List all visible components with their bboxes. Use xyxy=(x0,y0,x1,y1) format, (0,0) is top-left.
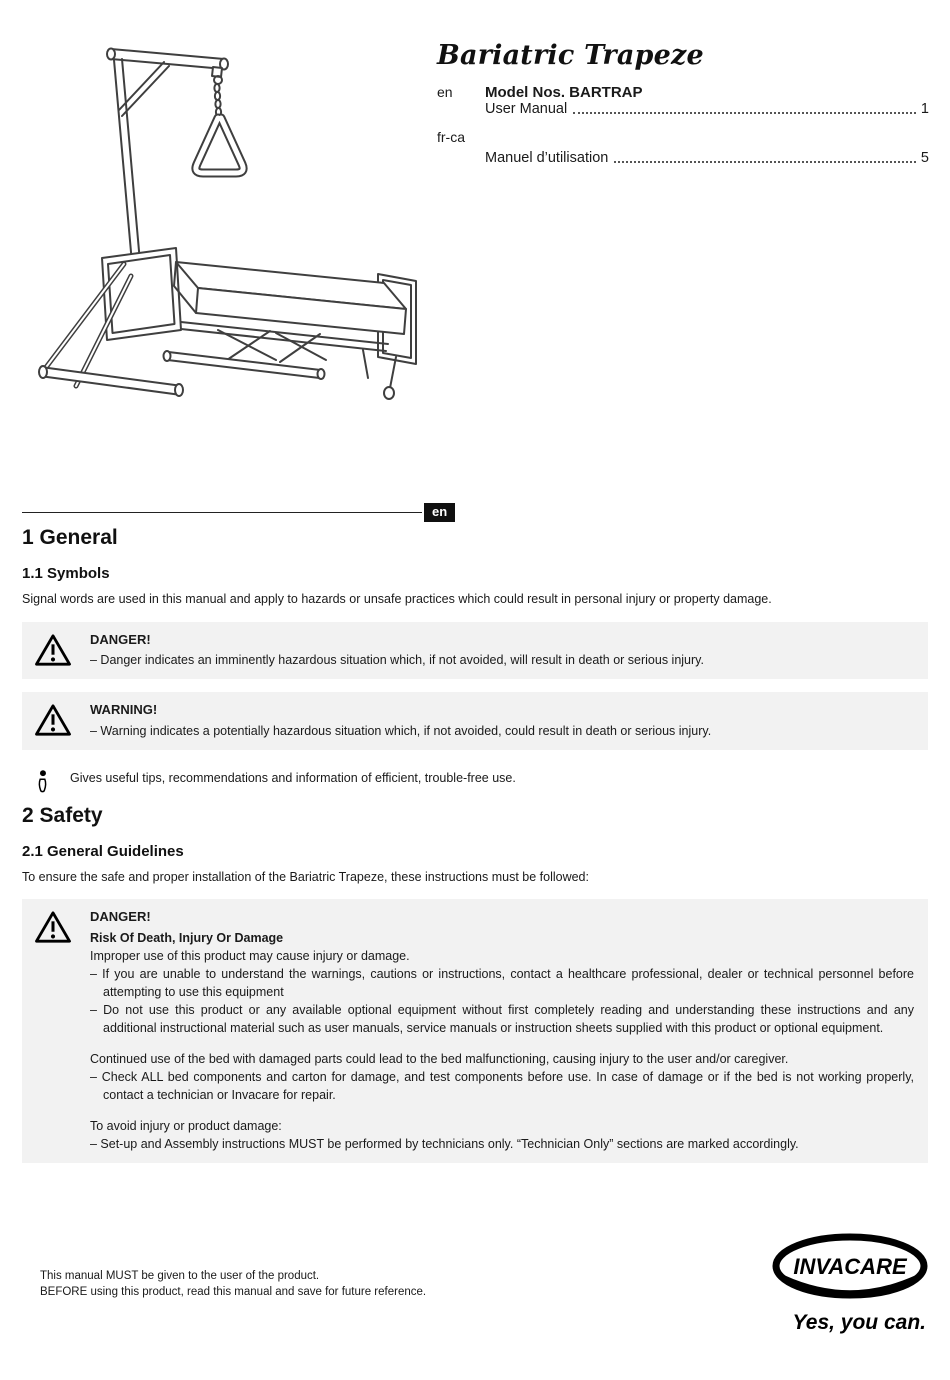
notice-text: – Danger indicates an imminently hazardous situation which, if not avoided, will result in death or serious injury. xyxy=(90,653,704,668)
main-content xyxy=(22,503,928,1163)
header xyxy=(437,40,929,178)
product-illustration-svg xyxy=(18,22,433,417)
toc-entry-label: Manuel d’utilisation xyxy=(485,150,609,166)
divider-rule xyxy=(22,512,422,513)
toc-entry-user-manual[interactable] xyxy=(485,101,929,117)
spacer xyxy=(90,1037,914,1050)
warning-notice-symbols xyxy=(22,692,928,750)
language-label-fr: fr-ca xyxy=(437,129,465,145)
toc-entry-page: 1 xyxy=(920,101,929,117)
info-note xyxy=(22,768,928,800)
footer-notes xyxy=(40,1269,426,1300)
warning-triangle-icon xyxy=(34,908,90,1153)
notice-bullet: – Check ALL bed components and carton for damage, and test components before use. In case of damage or if the bed is not working properly, contact a technician or Invacare for repair. xyxy=(90,1070,914,1103)
toc-group-fr xyxy=(437,129,929,166)
toc-entry-page: 5 xyxy=(920,150,929,166)
notice-bullet: – If you are unable to understand the warnings, cautions or instructions, contact a healthcare professional, dealer or technical personnel before attempting to use this equipment xyxy=(90,967,914,1000)
notice-bullet: – Do not use this product or any available optional equipment without first completely reading and understanding these instructions and any additional instructional material such as user manuals, service manuals or instruction sheets supplied with this product or optional equipment. xyxy=(90,1003,914,1036)
guidelines-intro: To ensure the safe and proper installation of the Bariatric Trapeze, these instructions must be followed: xyxy=(22,869,589,884)
toc-entry-label: User Manual xyxy=(485,101,568,117)
subheading-guidelines: 2.1 General Guidelines xyxy=(22,842,184,860)
document-title: Bariatric Trapeze xyxy=(437,40,704,71)
warning-triangle-icon xyxy=(34,631,90,670)
notice-paragraph: Continued use of the bed with damaged parts could lead to the bed malfunctioning, causing injury to the user and/or caregiver. xyxy=(90,1052,789,1067)
footer-note-1: This manual MUST be given to the user of the product. xyxy=(40,1270,320,1282)
spacer xyxy=(90,1104,914,1117)
notice-paragraph: To avoid injury or product damage: xyxy=(90,1119,282,1134)
notice-bullet: – Set-up and Assembly instructions MUST be performed by technicians only. “Technician Only” sections are marked accordingly. xyxy=(90,1137,799,1152)
trapeze-bed-illustration xyxy=(18,22,433,417)
invacare-logo xyxy=(770,1233,930,1305)
symbols-intro: Signal words are used in this manual and apply to hazards or unsafe practices which could result in personal injury or property damage. xyxy=(22,592,772,606)
info-text: Gives useful tips, recommendations and information of efficient, trouble-free use. xyxy=(70,770,516,785)
danger-notice-symbols xyxy=(22,622,928,680)
toc-group-en xyxy=(437,84,929,117)
model-numbers: Model Nos. BARTRAP xyxy=(485,84,643,101)
language-label-en: en xyxy=(437,84,453,100)
brand-tagline: Yes, you can. xyxy=(792,1311,926,1334)
notice-paragraph: Improper use of this product may cause injury or damage. xyxy=(90,949,410,964)
dot-leader xyxy=(573,112,916,114)
info-icon xyxy=(35,768,70,800)
heading-safety: 2 Safety xyxy=(22,803,103,827)
heading-general: 1 General xyxy=(22,526,118,549)
dot-leader xyxy=(614,161,916,163)
brand-text: INVACARE xyxy=(793,1254,907,1279)
table-of-contents xyxy=(437,84,929,166)
section-divider xyxy=(22,503,928,522)
warning-triangle-icon xyxy=(34,701,90,740)
notice-text: – Warning indicates a potentially hazardous situation which, if not avoided, could result in death or serious injury. xyxy=(90,723,712,738)
notice-subtitle: Risk Of Death, Injury Or Damage xyxy=(90,931,284,946)
notice-title: DANGER! xyxy=(90,631,151,647)
language-badge: en xyxy=(424,503,455,522)
danger-notice-guidelines xyxy=(22,899,928,1163)
toc-entry-manuel[interactable] xyxy=(485,150,929,166)
subheading-symbols: 1.1 Symbols xyxy=(22,565,110,582)
footer-note-2: BEFORE using this product, read this manual and save for future reference. xyxy=(40,1285,427,1298)
notice-title: WARNING! xyxy=(90,702,158,718)
notice-title: DANGER! xyxy=(90,909,151,925)
